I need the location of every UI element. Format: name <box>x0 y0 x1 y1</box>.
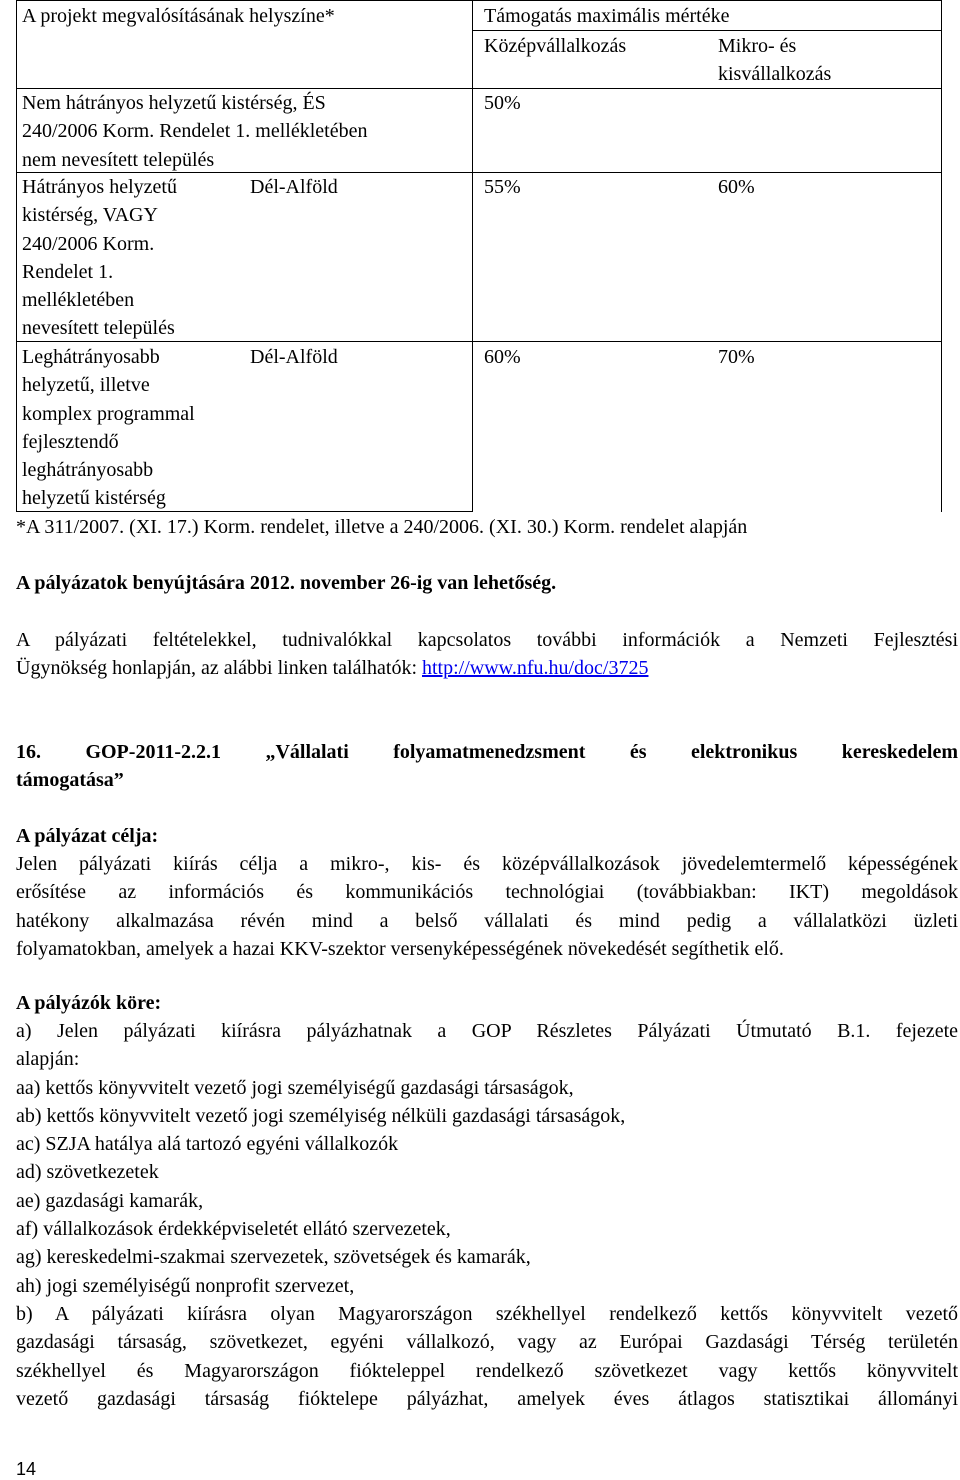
row2-region: Dél-Alföld <box>250 176 338 198</box>
info-paragraph: A pályázati feltételekkel, tudnivalókkal kapcsolatos további információk a Nemzeti Fejlesztési Ügynökség honlapján, az alábbi linken találhatók: http://www.nfu.hu/doc/3725 <box>16 629 958 680</box>
table-divider-main <box>472 0 473 512</box>
applicants-heading: A pályázók köre: <box>16 992 162 1014</box>
table-header-small-2: kisvállalkozás <box>718 63 832 85</box>
table-border-left <box>16 0 17 512</box>
nfu-doc-link[interactable]: http://www.nfu.hu/doc/3725 <box>422 657 649 680</box>
support-rate-table <box>16 0 942 512</box>
row3-medium: 60% <box>484 346 521 368</box>
list-item: ac) SZJA hatálya alá tartozó egyéni vállalkozók <box>16 1133 399 1156</box>
goal-paragraph: Jelen pályázati kiírás célja a mikro-, kis- és középvállalkozások jövedelemtermelő képességének erősítése az információs és kommunikációs technológiai (továbbiakban: IKT) megoldások hatékony alkalmazása révén mind a belső vállalati és mind pedig a vállalatközi üzleti folyamatokban, amelyek a hazai KKV-szektor versenyképességének növekedését segíthetik elő. <box>16 853 958 960</box>
row1-value: 50% <box>484 92 521 114</box>
row2-label: Hátrányos helyzetű kistérség, VAGY 240/2006 Korm. Rendelet 1. mellékletében nevesített település <box>22 176 177 340</box>
goal-heading: A pályázat célja: <box>16 825 159 847</box>
list-item: ad) szövetkezetek <box>16 1161 159 1184</box>
row3-label: Leghátrányosabb helyzetű, illetve komplex programmal fejlesztendő leghátrányosabb helyzetű kistérség <box>22 346 195 510</box>
section-title: 16. GOP-2011-2.2.1 „Vállalati folyamatmenedzsment és elektronikus kereskedelem támogatása” <box>16 741 958 792</box>
list-item: af) vállalkozások érdekképviseletét ellátó szervezetek, <box>16 1218 451 1241</box>
list-item: aa) kettős könyvvitelt vezető jogi személyiségű gazdasági társaságok, <box>16 1076 574 1099</box>
row2-medium: 55% <box>484 176 521 198</box>
info-text: Ügynökség honlapján, az alábbi linken találhatók: <box>16 657 422 680</box>
table-header-small-1: Mikro- és <box>718 35 797 57</box>
list-item: ah) jogi személyiségű nonprofit szervezet, <box>16 1274 355 1297</box>
table-header-support: Támogatás maximális mértéke <box>484 5 730 27</box>
row3-small: 70% <box>718 346 755 368</box>
row2-small: 60% <box>718 176 755 198</box>
row1-label: Nem hátrányos helyzetű kistérség, ÉS 240/2006 Korm. Rendelet 1. mellékletében nem nevesített település <box>22 92 368 171</box>
list-item: ag) kereskedelmi-szakmai szervezetek, szövetségek és kamarák, <box>16 1246 531 1269</box>
table-header-location: A projekt megvalósításának helyszíne* <box>22 5 335 27</box>
list-item: ae) gazdasági kamarák, <box>16 1189 204 1212</box>
deadline-notice: A pályázatok benyújtására 2012. november 26-ig van lehetőség. <box>16 572 557 594</box>
page-number: 14 <box>16 1459 37 1479</box>
table-border-right <box>941 0 942 512</box>
table-border-top <box>16 0 942 1</box>
list-item: ab) kettős könyvvitelt vezető jogi személyiség nélküli gazdasági társaságok, <box>16 1104 626 1127</box>
row3-region: Dél-Alföld <box>250 346 338 368</box>
table-footnote: *A 311/2007. (XI. 17.) Korm. rendelet, illetve a 240/2006. (XI. 30.) Korm. rendelet alapján <box>16 516 748 538</box>
table-header-medium: Középvállalkozás <box>484 35 627 57</box>
applicants-list: a) Jelen pályázati kiírásra pályázhatnak a GOP Részletes Pályázati Útmutató B.1. fejezete alapján: aa) kettős könyvvitelt vezető jogi személyiségű gazdasági társaságok, ab) kettős könyvvitelt vezető jogi személyiség nélküli gazdasági társaságok, ac) SZJA hatálya alá tartozó egyéni vállalkozók ad) szövetkezetek ae) gazdasági kamarák, af) vállalkozások érdekképviseletét ellátó szervezetek, ag) kereskedelmi-szakmai szervezetek, szövetségek és kamarák, ah) jogi személyiségű nonprofit szervezet, b) A pályázati kiírásra olyan Magyarországon székhellyel rendelkező kettős könyvvitelt vezető gazdasági társaság, szövetkezet, egyéni vállalkozó, vagy az Európai Gazdasági Térség területén székhellyel és Magyarországon fiókteleppel rendelkező szövetkezet vagy kettős könyvvitelt vezető gazdasági társaság fióktelepe pályázhat, amelyek éves átlagos statisztikai állományi <box>16 1020 958 1410</box>
